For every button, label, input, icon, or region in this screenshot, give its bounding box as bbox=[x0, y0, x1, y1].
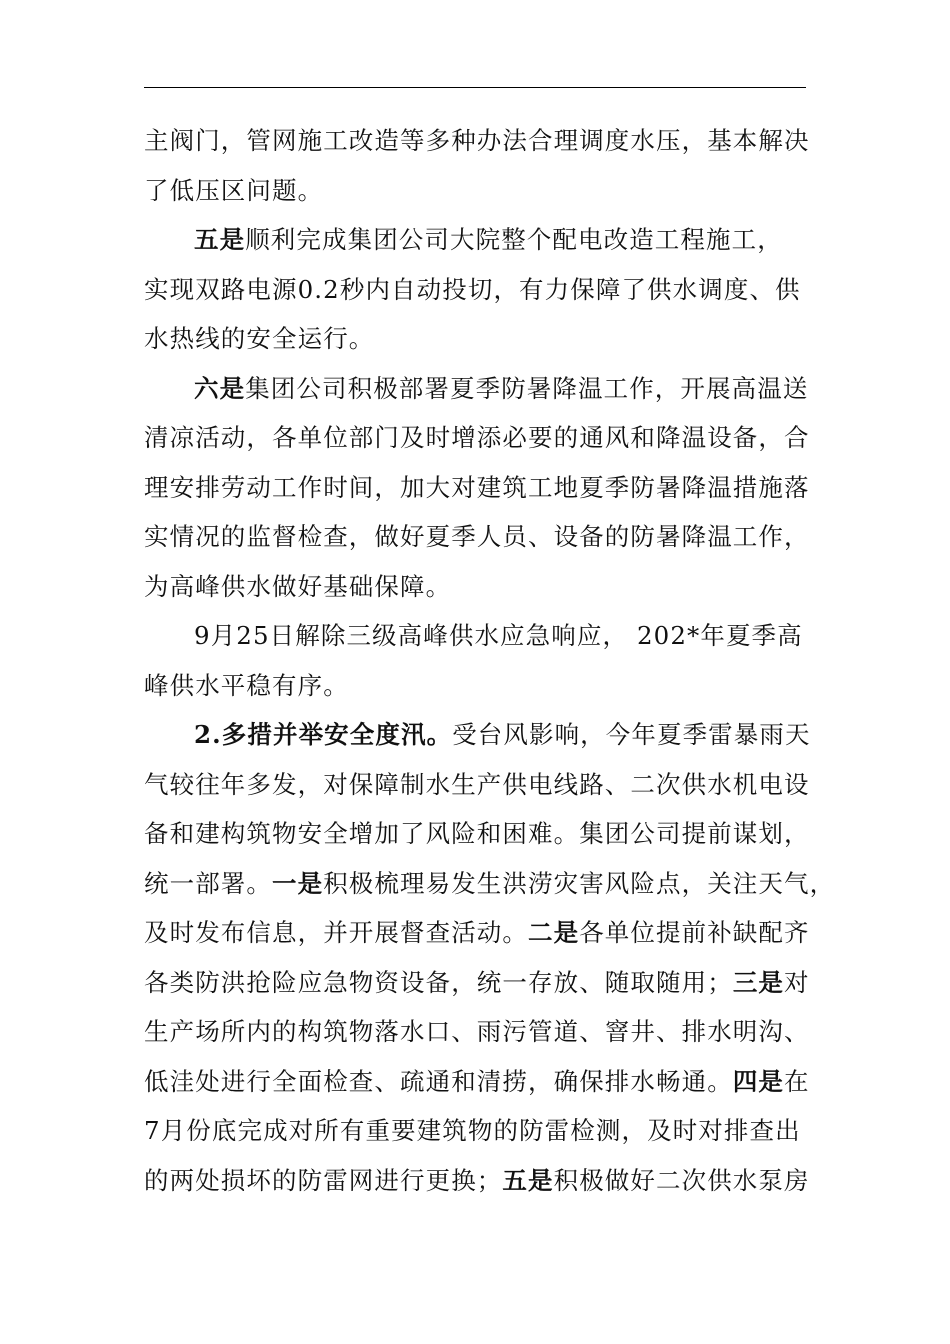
text-line bbox=[144, 611, 816, 661]
text-run: 9月25日解除三级高峰供水应急响应， 202*年夏季高 bbox=[194, 621, 803, 650]
text-run: 了低压区问题。 bbox=[144, 175, 324, 205]
text-line bbox=[144, 1156, 816, 1206]
text-run: 理安排劳动工作时间，加大对建筑工地夏季防暑降温措施落 bbox=[144, 472, 810, 502]
text-run: 主阀门，管网施工改造等多种办法合理调度水压，基本解决 bbox=[144, 126, 810, 155]
text-run: 集团公司积极部署夏季防暑降温工作，开展高温送 bbox=[245, 373, 809, 403]
text-line bbox=[144, 215, 816, 265]
bold-run: 三是 bbox=[732, 967, 785, 997]
text-line bbox=[144, 1057, 816, 1107]
text-line bbox=[144, 512, 816, 562]
text-run: 顺利完成集团公司大院整个配电改造工程施工， bbox=[245, 225, 783, 254]
text-run: 统一部署。 bbox=[144, 868, 272, 898]
text-line bbox=[144, 463, 816, 513]
paragraph bbox=[144, 116, 816, 215]
text-run: 实情况的监督检查，做好夏季人员、设备的防暑降温工作， bbox=[144, 522, 810, 551]
text-line bbox=[144, 265, 816, 315]
text-run: 峰供水平稳有序。 bbox=[144, 670, 349, 700]
bold-run: 二是 bbox=[528, 918, 580, 947]
text-run: 为高峰供水做好基础保障。 bbox=[144, 571, 452, 601]
text-line bbox=[144, 364, 816, 414]
bold-run: 五是 bbox=[502, 1165, 554, 1195]
header-rule bbox=[144, 87, 806, 88]
text-run: 各单位提前补缺配齐 bbox=[579, 918, 810, 947]
text-run: 积极做好二次供水泵房 bbox=[553, 1165, 810, 1195]
bold-run: 一是 bbox=[272, 868, 324, 898]
bold-run: 五是 bbox=[194, 225, 246, 254]
text-line bbox=[144, 710, 816, 760]
text-run: 的两处损坏的防雷网进行更换； bbox=[144, 1165, 503, 1195]
document-body bbox=[144, 116, 836, 1205]
text-line bbox=[144, 760, 816, 810]
paragraph bbox=[144, 710, 836, 1205]
text-run: 气较往年多发，对保障制水生产供电线路、二次供水机电设 bbox=[144, 769, 810, 799]
text-run: 积极梳理易发生洪涝灾害风险点，关注天气， bbox=[323, 868, 836, 898]
text-line bbox=[144, 1106, 816, 1156]
bold-run: 四是 bbox=[732, 1066, 785, 1096]
text-run: 受台风影响，今年夏季雷暴雨天 bbox=[452, 720, 811, 749]
text-line bbox=[144, 661, 816, 711]
text-line bbox=[144, 1007, 816, 1057]
text-run: 在 bbox=[784, 1066, 810, 1096]
text-line bbox=[144, 958, 816, 1008]
text-line bbox=[144, 809, 816, 859]
paragraph bbox=[144, 611, 816, 710]
text-line bbox=[144, 908, 816, 958]
paragraph bbox=[144, 364, 816, 612]
text-run: 生产场所内的构筑物落水口、雨污管道、窨井、排水明沟、 bbox=[144, 1017, 810, 1046]
text-line bbox=[144, 562, 816, 612]
paragraph bbox=[144, 215, 816, 364]
text-run: 实现双路电源0.2秒内自动投切，有力保障了供水调度、供 bbox=[144, 274, 801, 304]
text-run: 清凉活动，各单位部门及时增添必要的通风和降温设备，合 bbox=[144, 423, 810, 452]
text-run: 水热线的安全运行。 bbox=[144, 324, 375, 353]
text-run: 7月份底完成对所有重要建筑物的防雷检测，及时对排查出 bbox=[144, 1116, 801, 1145]
text-line bbox=[144, 166, 816, 216]
text-run: 及时发布信息，并开展督查活动。 bbox=[144, 918, 528, 947]
bold-run: 六是 bbox=[194, 373, 246, 403]
text-line bbox=[144, 116, 816, 166]
text-run: 备和建构筑物安全增加了风险和困难。集团公司提前谋划， bbox=[144, 819, 810, 848]
text-run: 各类防洪抢险应急物资设备，统一存放、随取随用； bbox=[144, 967, 733, 997]
text-run: 低洼处进行全面检查、疏通和清捞，确保排水畅通。 bbox=[144, 1066, 733, 1096]
text-run: 对 bbox=[784, 967, 810, 997]
bold-run: 2.多措并举安全度汛。 bbox=[194, 720, 453, 749]
text-line bbox=[144, 314, 816, 364]
text-line bbox=[144, 859, 836, 909]
text-line bbox=[144, 413, 816, 463]
